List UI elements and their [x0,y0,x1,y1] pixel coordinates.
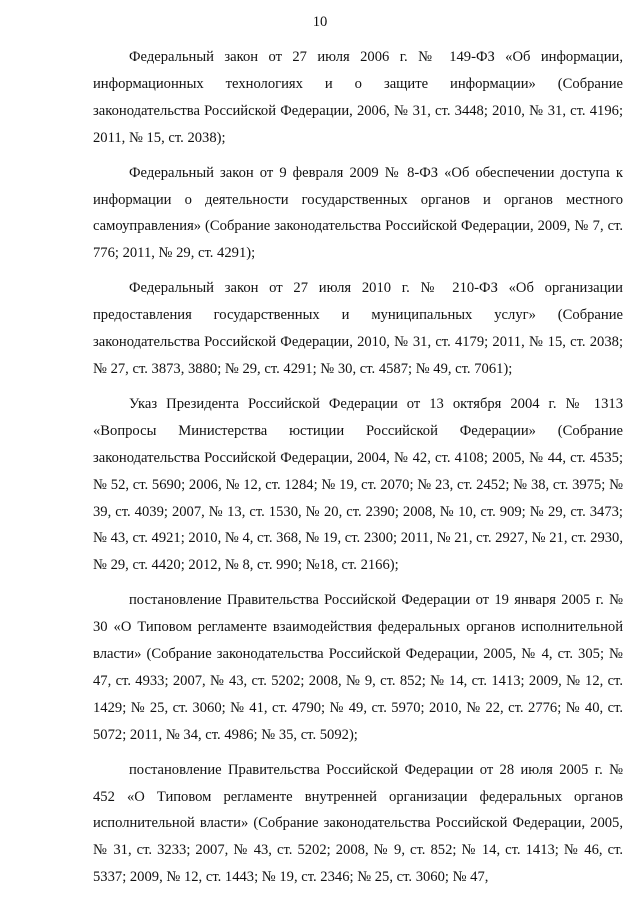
paragraph-federal-law-8: Федеральный закон от 9 февраля 2009 № 8-ФЗ «Об обеспечении доступа к информации о деятельности государственных органов и органов местного самоуправления» (Собрание законодательства Российской Федерации, 2009, № 7, ст. 776; 2011, № 29, ст. 4291); [93,164,623,262]
paragraph-federal-law-149: Федеральный закон от 27 июля 2006 г. № 149-ФЗ «Об информации, информационных технологиях и о защите информации» (Собрание законодательства Российской Федерации, 2006, № 31, ст. 3448; 2010, № 31, ст. 4196; 2011, № 15, ст. 2038); [93,49,623,146]
paragraph-federal-law-210: Федеральный закон от 27 июля 2010 г. № 210-ФЗ «Об организации предоставления государственных и муниципальных услуг» (Собрание законодательства Российской Федерации, 2010, № 31, ст. 4179; 2011, № 15, ст. 2038; № 27, ст. 3873, 3880; № 29, ст. 4291; № 30, ст. 4587; № 49, ст. 7061); [93,280,623,377]
page-number: 10 [312,14,328,30]
paragraph-presidential-decree-1313: Указ Президента Российской Федерации от 13 октября 2004 г. № 1313 «Вопросы Министерства юстиции Российской Федерации» (Собрание законодательства Российской Федерации, 2004, № 42, ст. 4108; 2005, № 44, ст. 4535; № 52, ст. 5690; 2006, № 12, ст. 1284; № 19, ст. 2070; № 23, ст. 2452; № 38, ст. 3975; № 39, ст. 4039; 2007, № 13, ст. 1530, № 20, ст. 2390; 2008, № 10, ст. 909; № 29, ст. 3473; № 43, ст. 4921; 2010, № 4, ст. 368, № 19, ст. 2300; 2011, № 21, ст. 2927, № 21, ст. 2930, № 29, ст. 4420; 2012, № 8, ст. 990; №18, ст. 2166); [93,395,624,574]
paragraph-government-resolution-452: постановление Правительства Российской Федерации от 28 июля 2005 г. № 452 «О Типовом регламенте внутренней организации федеральных органов исполнительной власти» (Собрание законодательства Российской Федерации, 2005, № 31, ст. 3233; 2007, № 43, ст. 5202; 2008, № 9, ст. 852; № 14, ст. 1413; № 46, ст. 5337; 2009, № 12, ст. 1443; № 19, ст. 2346; № 25, ст. 3060; № 47, [93,761,623,886]
document-body [93,44,623,891]
paragraph-government-resolution-30: постановление Правительства Российской Федерации от 19 января 2005 г. № 30 «О Типовом регламенте взаимодействия федеральных органов исполнительной власти» (Собрание законодательства Российской Федерации, 2005, № 4, ст. 305; № 47, ст. 4933; 2007, № 43, ст. 5202; 2008, № 9, ст. 852; № 14, ст. 1413; 2009, № 12, ст. 1429; № 25, ст. 3060; № 41, ст. 4790; № 49, ст. 5970; 2010, № 22, ст. 2776; № 40, ст. 5072; 2011, № 34, ст. 4986; № 35, ст. 5092); [93,592,623,743]
